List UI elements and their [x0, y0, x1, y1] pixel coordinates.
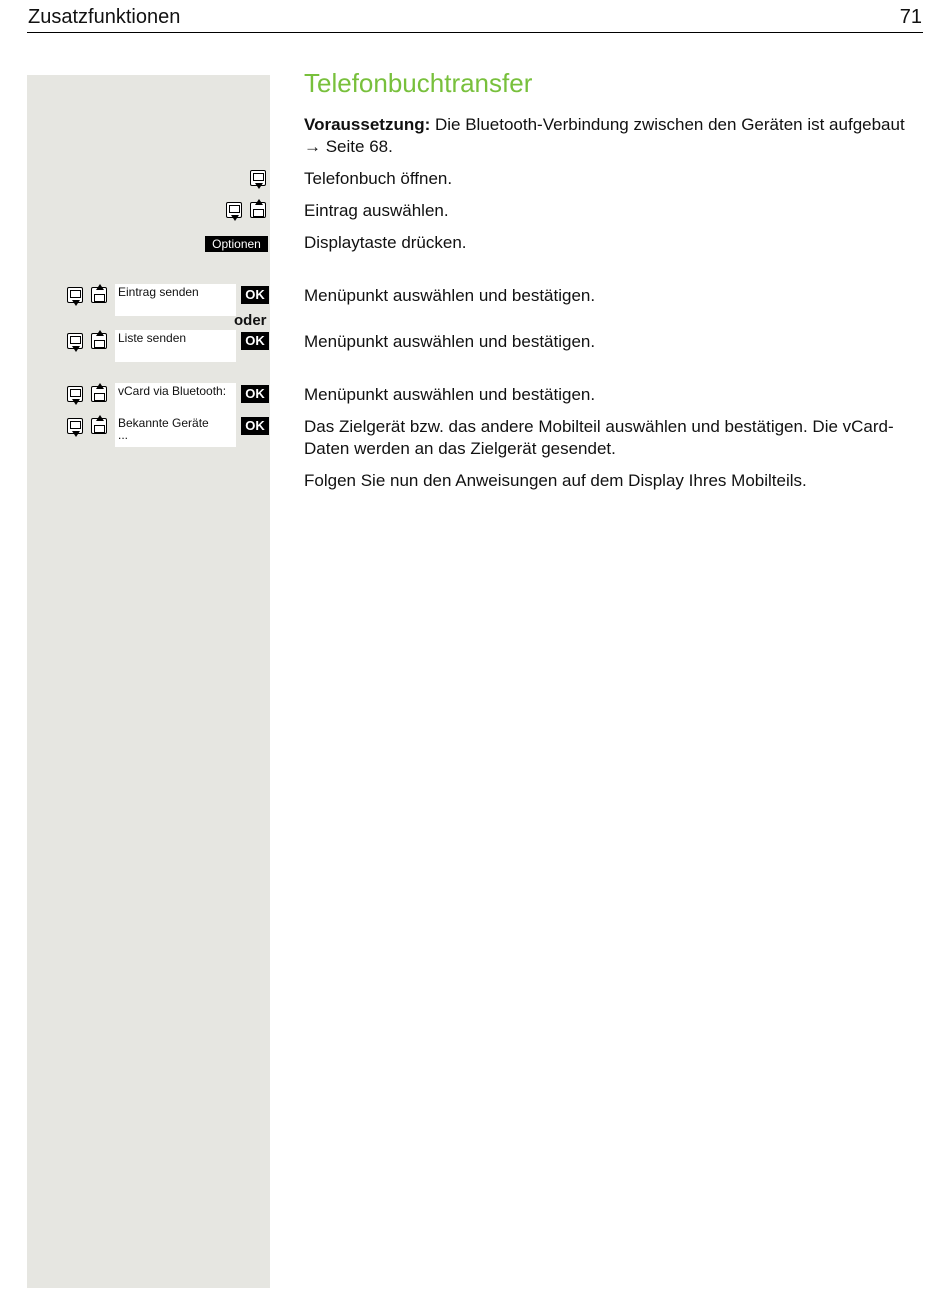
- control-key-down-icon: [226, 202, 242, 218]
- display-menu-item: Eintrag senden: [115, 284, 236, 316]
- step-text: Das Zielgerät bzw. das andere Mobilteil auswählen und bestätigen. Die vCard-Daten werden an das Zielgerät gesendet.: [304, 417, 894, 458]
- control-key-up-icon: [250, 202, 266, 218]
- display-menu-item: Bekannte Geräte ...: [115, 415, 236, 447]
- control-key-down-icon: [250, 170, 266, 186]
- display-menu-item: Liste senden: [115, 330, 236, 362]
- step-text: Menüpunkt auswählen und bestätigen.: [304, 332, 596, 351]
- section-title: Telefonbuchtransfer: [304, 68, 533, 98]
- control-key-up-icon: [91, 287, 107, 303]
- control-key-up-icon: [91, 386, 107, 402]
- control-key-down-icon: [67, 333, 83, 349]
- ok-button[interactable]: OK: [241, 417, 269, 435]
- control-key-up-icon: [91, 418, 107, 434]
- ok-button[interactable]: OK: [241, 385, 269, 403]
- page-number: 71: [899, 6, 922, 28]
- control-key-down-icon: [67, 287, 83, 303]
- control-key-up-icon: [91, 333, 107, 349]
- or-label: oder: [234, 312, 267, 329]
- step-text: Eintrag auswählen.: [304, 201, 449, 220]
- ok-button[interactable]: OK: [241, 286, 269, 304]
- display-menu-item: vCard via Bluetooth:: [115, 383, 236, 415]
- sidebar-panel: [27, 75, 270, 1288]
- control-key-down-icon: [67, 418, 83, 434]
- step-text: Displaytaste drücken.: [304, 233, 467, 252]
- prerequisite-body: Die Bluetooth-Verbindung zwischen den Geräten ist aufgebaut: [430, 115, 905, 134]
- softkey-optionen[interactable]: Optionen: [205, 236, 268, 252]
- prerequisite-label: Voraussetzung:: [304, 115, 431, 134]
- ok-button[interactable]: OK: [241, 332, 269, 350]
- control-key-down-icon: [67, 386, 83, 402]
- step-text: Menüpunkt auswählen und bestätigen.: [304, 286, 596, 305]
- step-text: Menüpunkt auswählen und bestätigen.: [304, 385, 596, 404]
- header-rule: [27, 32, 923, 33]
- header-title: Zusatzfunktionen: [28, 6, 181, 28]
- page-reference: → Seite 68.: [304, 137, 393, 156]
- prerequisite-text: [304, 114, 924, 158]
- step-text: Folgen Sie nun den Anweisungen auf dem Display Ihres Mobilteils.: [304, 471, 807, 490]
- step-text: Telefonbuch öffnen.: [304, 169, 453, 188]
